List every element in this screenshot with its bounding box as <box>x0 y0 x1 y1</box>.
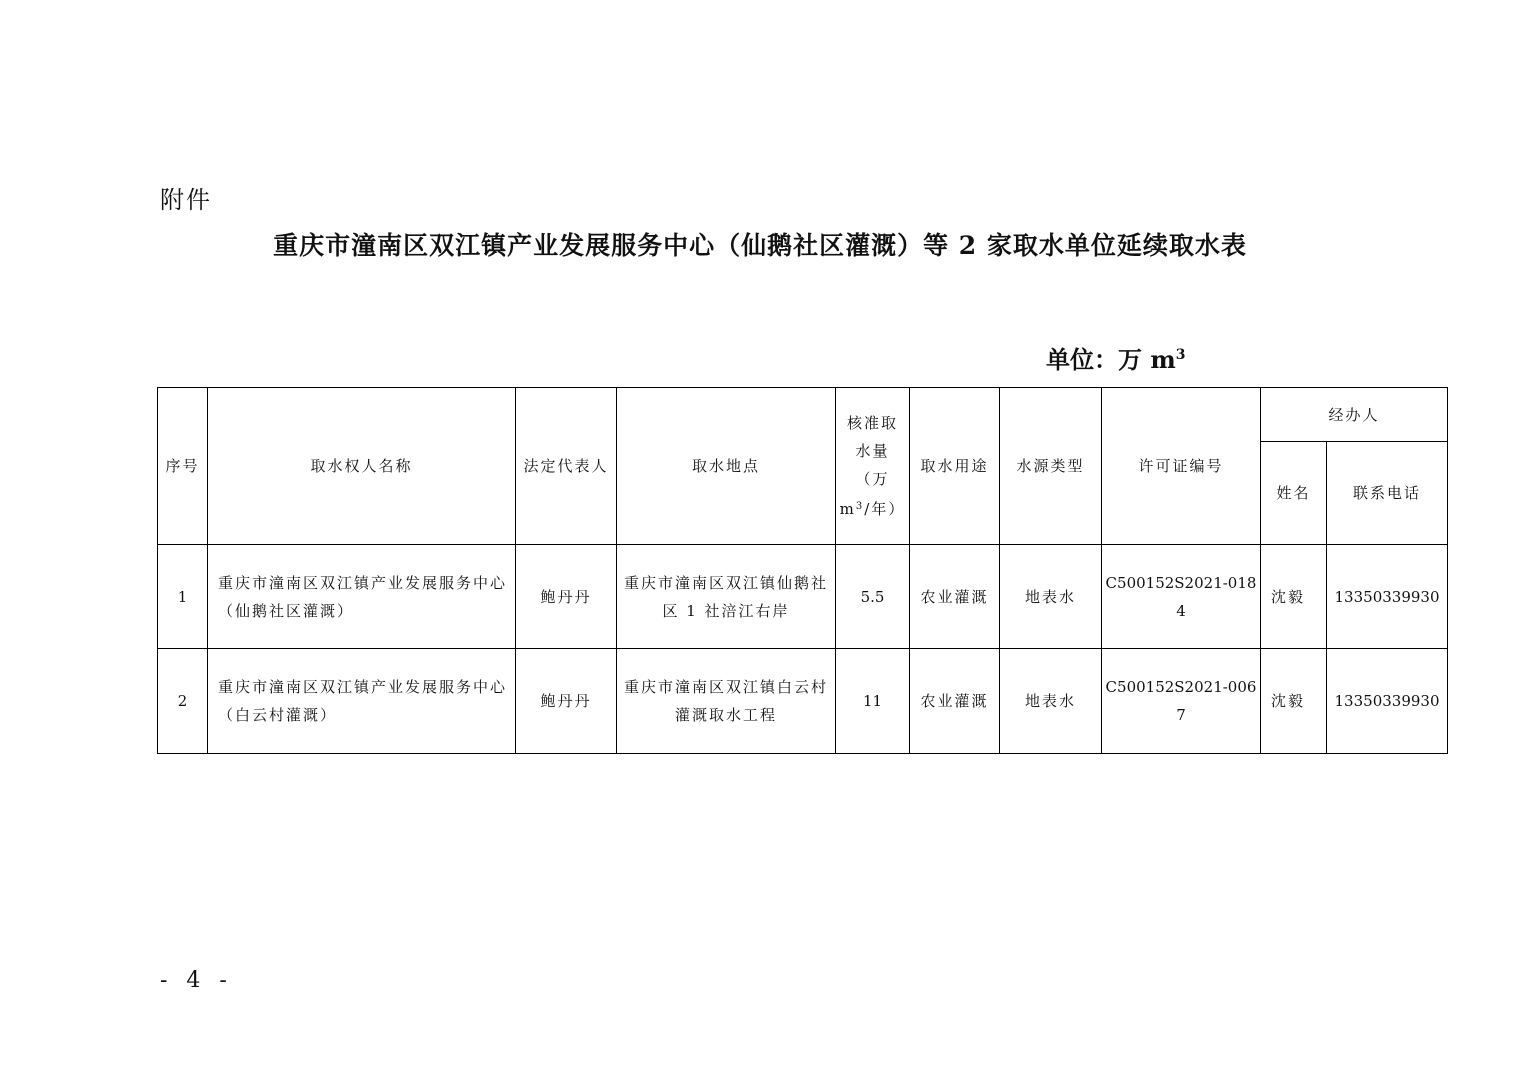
row-permit-no <box>1102 649 1261 754</box>
row-purpose: 农业灌溉 <box>910 649 1000 754</box>
row-name-line1: 重庆市潼南区双江镇产业发展服务中心 <box>218 573 508 592</box>
row-permit-line2: 7 <box>1176 706 1186 724</box>
header-approved-volume-sup: 3 <box>855 501 865 512</box>
header-name: 取水权人名称 <box>208 388 516 545</box>
header-approved-volume-line1: 核准取 <box>846 414 898 432</box>
row-location <box>617 545 836 649</box>
page-number: - 4 - <box>160 968 233 993</box>
unit-superscript: 3 <box>1175 347 1186 363</box>
row-name <box>208 649 516 754</box>
row-source-type: 地表水 <box>1000 545 1102 649</box>
row-name-line1: 重庆市潼南区双江镇产业发展服务中心 <box>218 678 508 696</box>
row-purpose: 农业灌溉 <box>910 545 1000 649</box>
row-handler-phone: 13350339930 <box>1327 649 1448 754</box>
header-approved-volume-line2: 水量 <box>855 442 890 460</box>
row-legal-rep: 鲍丹丹 <box>516 545 617 649</box>
row-permit-line2: 4 <box>1176 601 1186 620</box>
row-name <box>208 545 516 649</box>
row-approved-volume: 5.5 <box>836 545 910 649</box>
row-approved-volume: 11 <box>836 649 910 754</box>
row-location-line2: 灌溉取水工程 <box>674 706 777 724</box>
header-approved-volume-line4 <box>836 493 909 523</box>
table-row <box>158 545 1448 649</box>
header-location: 取水地点 <box>617 388 836 545</box>
row-handler-name: 沈毅 <box>1261 649 1327 754</box>
row-permit-line1: C500152S2021-006 <box>1105 678 1257 696</box>
header-seq: 序号 <box>158 388 208 545</box>
document-title: 重庆市潼南区双江镇产业发展服务中心（仙鹅社区灌溉）等 2 家取水单位延续取水表 <box>273 231 1247 260</box>
row-legal-rep: 鲍丹丹 <box>516 649 617 754</box>
header-handler-name: 姓名 <box>1261 442 1327 545</box>
table-row <box>158 649 1448 754</box>
row-permit-line1: C500152S2021-018 <box>1105 573 1257 592</box>
row-location <box>617 649 836 754</box>
header-permit-no: 许可证编号 <box>1102 388 1261 545</box>
header-legal-rep: 法定代表人 <box>516 388 617 545</box>
header-purpose: 取水用途 <box>910 388 1000 545</box>
header-approved-volume-per-year: /年） <box>864 500 906 518</box>
water-intake-table <box>157 387 1448 754</box>
header-source-type: 水源类型 <box>1000 388 1102 545</box>
row-handler-name: 沈毅 <box>1261 545 1327 649</box>
row-permit-no <box>1102 545 1261 649</box>
header-handler-phone: 联系电话 <box>1327 442 1448 545</box>
row-seq: 1 <box>158 545 208 649</box>
header-approved-volume-unit: m <box>839 500 856 518</box>
row-source-type: 地表水 <box>1000 649 1102 754</box>
row-name-line2: （仙鹅社区灌溉） <box>218 601 355 620</box>
row-name-line2: （白云村灌溉） <box>218 706 338 724</box>
row-location-line1: 重庆市潼南区双江镇仙鹅社 <box>623 573 828 592</box>
attachment-label: 附件 <box>160 186 212 214</box>
row-location-line1: 重庆市潼南区双江镇白云村 <box>623 678 828 696</box>
header-handler-group: 经办人 <box>1261 388 1448 442</box>
row-location-line2: 区 1 社涪江右岸 <box>662 601 790 620</box>
unit-label <box>1046 340 1186 375</box>
header-approved-volume <box>836 388 910 545</box>
header-approved-volume-line3: （万 <box>855 470 890 488</box>
unit-text: 单位：万 m <box>1046 345 1176 374</box>
row-handler-phone: 13350339930 <box>1327 545 1448 649</box>
row-seq: 2 <box>158 649 208 754</box>
